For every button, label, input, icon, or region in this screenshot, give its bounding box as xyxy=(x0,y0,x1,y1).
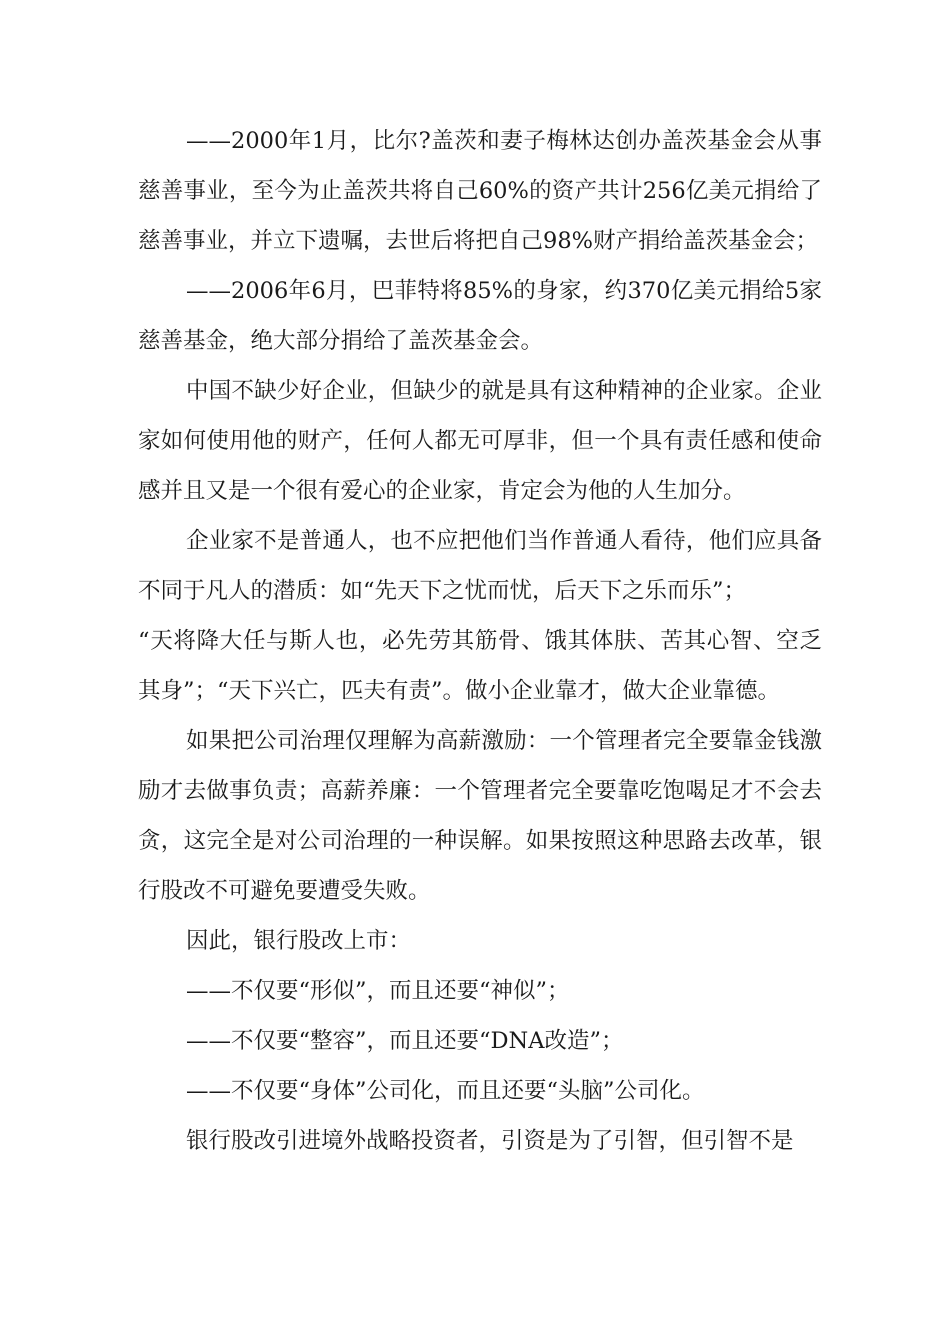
paragraph-list-item-dna: ——不仅要“整容”，而且还要“DNA改造”； xyxy=(186,1028,624,1054)
paragraph-buffett-donation: ——2006年6月，巴菲特将85%的身家，约370亿美元捐给5家慈善基金，绝大部分捐给了盖茨基金会。 xyxy=(138,278,822,354)
paragraph-strategic-investors: 银行股改引进境外战略投资者，引资是为了引智，但引智不是 xyxy=(186,1128,794,1154)
paragraph-therefore: 因此，银行股改上市： xyxy=(186,928,412,954)
paragraph-corporate-governance: 如果把公司治理仅理解为高薪激励：一个管理者完全要靠金钱激励才去做事负责；高薪养廉：一个管理者完全要靠吃饱喝足才不会去贪，这完全是对公司治理的一种误解。如果按照这种思路去改革，银行股改不可避免要遭受失败。 xyxy=(138,728,822,904)
paragraph-list-item-mind: ——不仅要“身体”公司化，而且还要“头脑”公司化。 xyxy=(186,1078,705,1104)
paragraph-chinese-entrepreneurs: 中国不缺少好企业，但缺少的就是具有这种精神的企业家。企业家如何使用他的财产，任何人都无可厚非，但一个具有责任感和使命感并且又是一个很有爱心的企业家，肯定会为他的人生加分。 xyxy=(138,378,822,504)
paragraph-list-item-form: ——不仅要“形似”，而且还要“神似”； xyxy=(186,978,570,1004)
paragraph-classical-quotes: “天将降大任与斯人也，必先劳其筋骨、饿其体肤、苦其心智、空乏其身”；“天下兴亡，匹夫有责”。做小企业靠才，做大企业靠德。 xyxy=(138,628,822,704)
document-body xyxy=(138,116,822,1166)
paragraph-gates-foundation: ——2000年1月，比尔?盖茨和妻子梅林达创办盖茨基金会从事慈善事业，至今为止盖茨共将自己60%的资产共计256亿美元捐给了慈善事业，并立下遗嘱，去世后将把自己98%财产捐给盖茨基金会； xyxy=(138,128,822,254)
paragraph-entrepreneur-qualities: 企业家不是普通人，也不应把他们当作普通人看待，他们应具备不同于凡人的潜质：如“先天下之忧而忧，后天下之乐而乐”； xyxy=(138,528,822,604)
